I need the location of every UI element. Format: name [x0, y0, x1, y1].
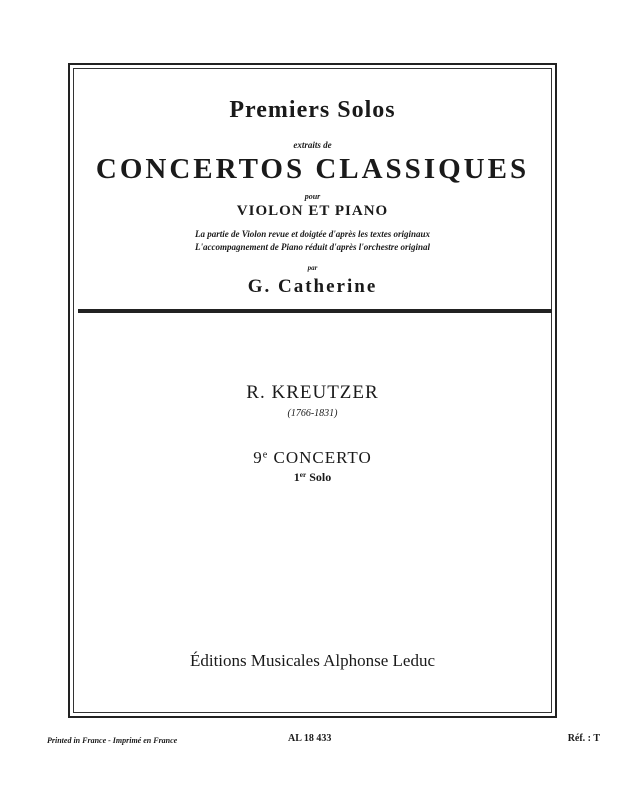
instrumentation: VIOLON ET PIANO	[236, 203, 389, 219]
pour-label: pour	[304, 192, 321, 201]
arranger-name: G. Catherine	[247, 276, 378, 297]
concerto-title	[73, 448, 552, 468]
solo-label	[73, 470, 552, 485]
edition-note-1: La partie de Violon revue et doigtée d'après les textes originaux	[195, 229, 430, 239]
composer-name: R. KREUTZER	[246, 382, 379, 403]
catalog-number: AL 18 433	[288, 733, 332, 744]
series-title: Premiers Solos	[229, 97, 396, 123]
concerto-word: CONCERTO	[273, 448, 372, 467]
par-label: par	[307, 264, 318, 272]
publisher-name: Éditions Musicales Alphonse Leduc	[189, 651, 436, 670]
edition-note-2: L'accompagnement de Piano réduit d'après l'orchestre original	[195, 242, 430, 252]
solo-ordinal: er	[299, 471, 307, 480]
reference-code: Réf. : T	[567, 733, 600, 744]
main-title: CONCERTOS CLASSIQUES	[95, 153, 530, 185]
printed-in-france: Printed in France - Imprimé en France	[47, 736, 178, 745]
solo-number: 1	[293, 470, 300, 484]
concerto-ordinal: e	[262, 449, 269, 461]
solo-word: Solo	[309, 470, 332, 484]
concerto-number: 9	[253, 448, 263, 467]
composer-dates: (1766-1831)	[287, 408, 338, 419]
extraits-label: extraits de	[293, 140, 332, 150]
section-divider	[78, 309, 552, 313]
